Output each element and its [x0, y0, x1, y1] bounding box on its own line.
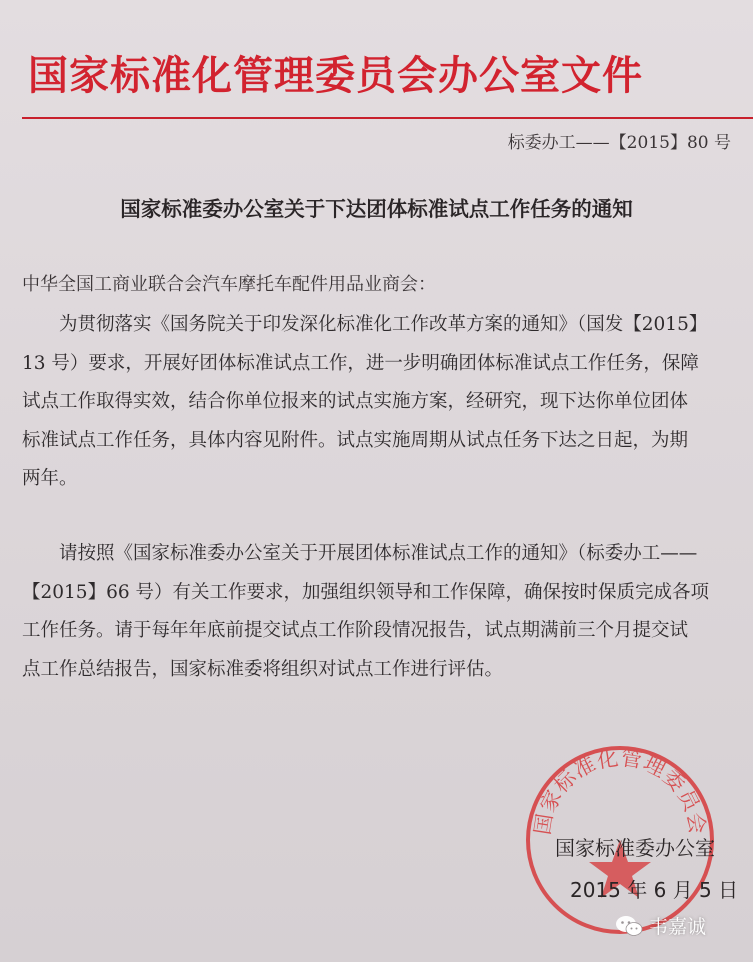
svg-text:国家标准化管理委员会: [530, 746, 709, 837]
signing-date: 2015 年 6 月 5 日: [570, 878, 739, 902]
seal-text: 国家标准化管理委员会: [530, 745, 710, 837]
notice-title: 国家标准委办公室关于下达团体标准试点工作任务的通知: [120, 197, 633, 221]
watermark: [615, 912, 706, 939]
body-paragraph-1: [22, 306, 742, 499]
header-divider: [22, 117, 753, 119]
wechat-icon: [615, 914, 643, 938]
paragraph-line: 为贯彻落实《国务院关于印发深化标准化工作改革方案的通知》（国发【2015】: [59, 314, 708, 335]
paragraph-line: 两年。: [22, 468, 78, 489]
paragraph-line: 试点工作取得实效，结合你单位报来的试点实施方案，经研究，现下达你单位团体: [22, 391, 689, 412]
paragraph-line: 点工作总结报告，国家标准委将组织对试点工作进行评估。: [22, 658, 504, 680]
paragraph-line: 请按照《国家标准委办公室关于开展团体标准试点工作的通知》（标委办工——: [59, 543, 698, 564]
document-header-title: 国家标准化管理委员会办公室文件: [28, 53, 643, 99]
watermark-text: 韦嘉诚: [649, 916, 707, 938]
paragraph-line: 【2015】66 号）有关工作要求，加强组织领导和工作保障，确保按时保质完成各项: [22, 581, 710, 603]
document-number: 标委办工——【2015】80 号: [507, 133, 731, 153]
signing-organization: 国家标准委办公室: [555, 836, 715, 860]
paragraph-line: 工作任务。请于每年年底前提交试点工作阶段情况报告，试点期满前三个月提交试: [22, 620, 689, 641]
recipient-line: 中华全国工商业联合会汽车摩托车配件用品业商会：: [22, 274, 436, 295]
paragraph-line: 13 号）要求，开展好团体标准试点工作，进一步明确团体标准试点工作任务，保障: [22, 352, 699, 374]
body-paragraph-2: [22, 535, 742, 689]
paragraph-line: 标准试点工作任务，具体内容见附件。试点实施周期从试点任务下达之日起，为期: [22, 429, 689, 451]
